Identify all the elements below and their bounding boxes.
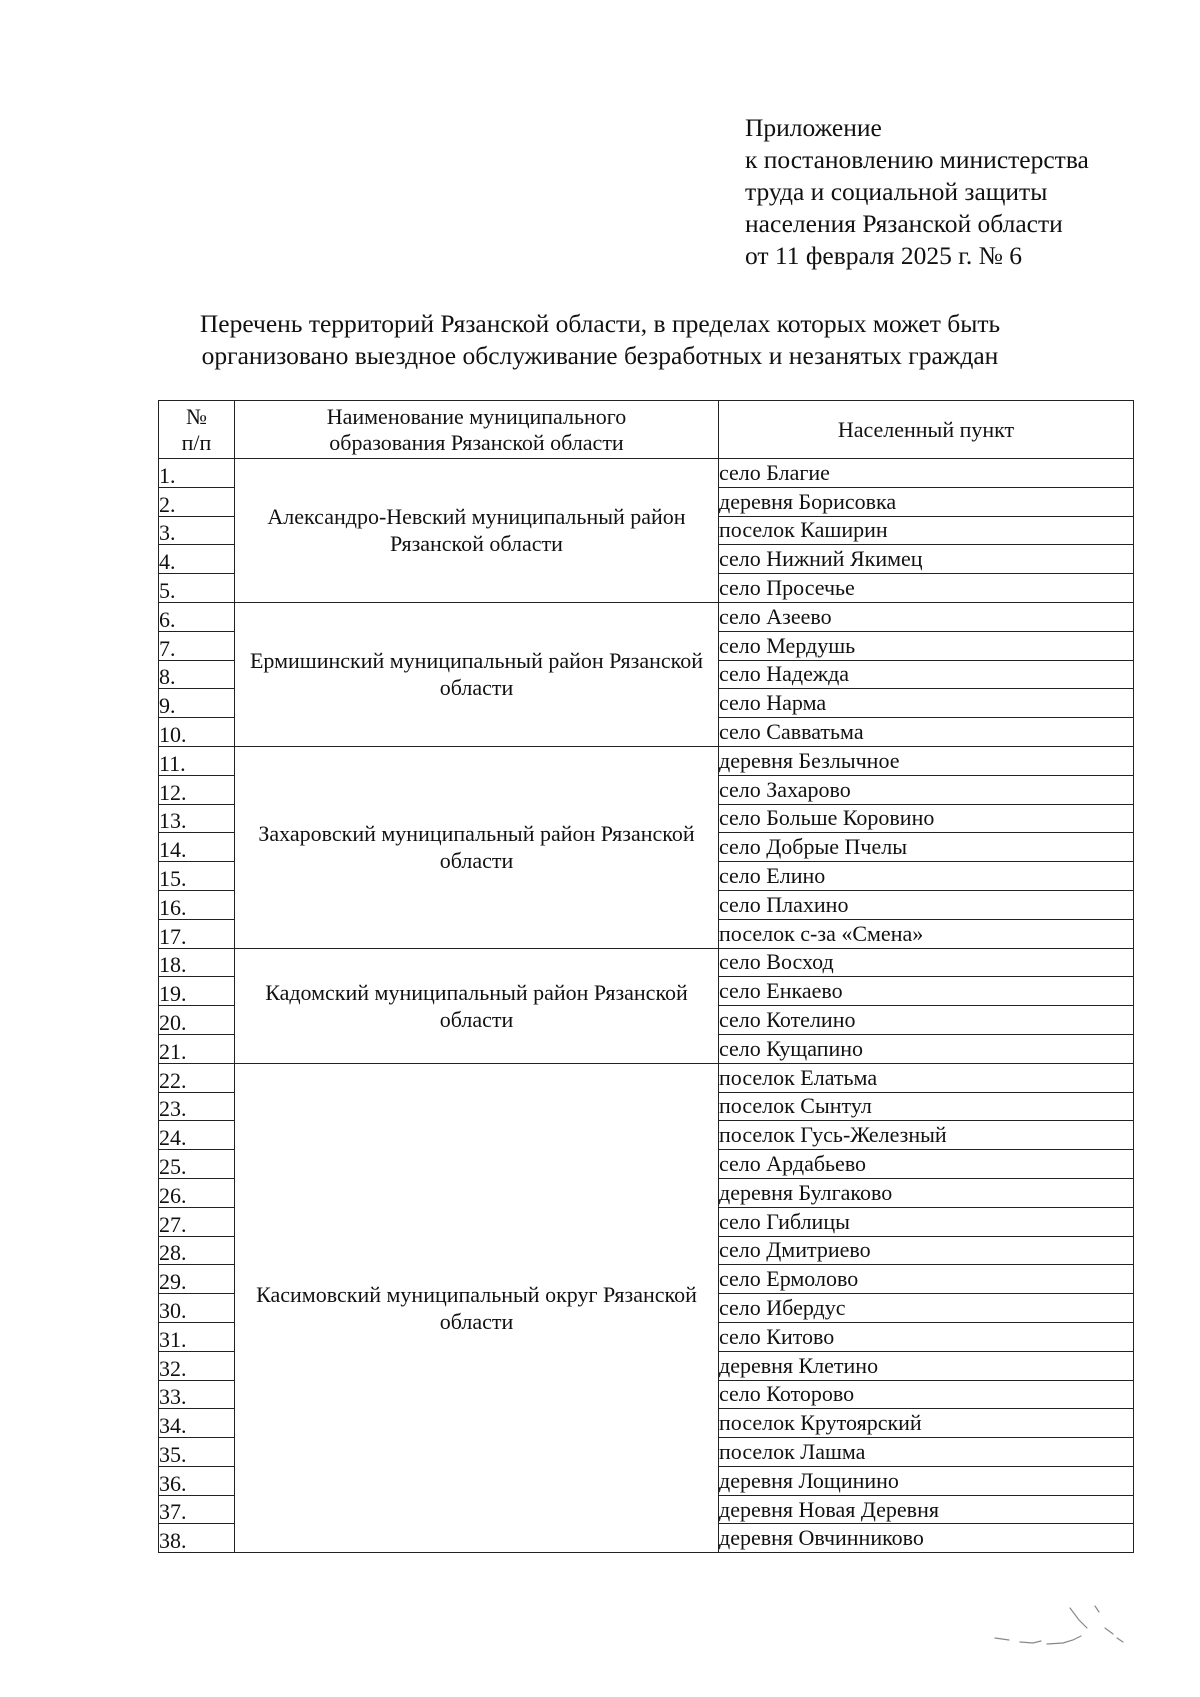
title-line: организовано выездное обслуживание безработных и незанятых граждан	[201, 341, 999, 370]
appendix-line: Приложение	[745, 113, 882, 142]
row-number: 25.	[159, 1150, 235, 1179]
header-district: Наименование муниципального образования Рязанской области	[235, 401, 719, 459]
settlement-name: село Енкаево	[719, 977, 1134, 1006]
row-number: 28.	[159, 1236, 235, 1265]
table-row	[159, 459, 1134, 488]
appendix-line: труда и социальной защиты	[745, 177, 1048, 206]
row-number: 15.	[159, 862, 235, 891]
row-number: 38.	[159, 1524, 235, 1553]
settlement-name: деревня Лощинино	[719, 1466, 1134, 1495]
district-name: Ермишинский муниципальный район Рязанской области	[235, 602, 719, 746]
document-title	[120, 308, 1080, 372]
settlement-name: село Надежда	[719, 660, 1134, 689]
title-line: Перечень территорий Рязанской области, в пределах которых может быть	[199, 309, 1001, 338]
settlement-name: село Савватьма	[719, 718, 1134, 747]
settlement-name: село Китово	[719, 1322, 1134, 1351]
settlement-name: деревня Безлычное	[719, 746, 1134, 775]
settlement-name: село Добрые Пчелы	[719, 833, 1134, 862]
table-row	[159, 602, 1134, 631]
row-number: 3.	[159, 516, 235, 545]
settlement-name: поселок Сынтул	[719, 1092, 1134, 1121]
appendix-line: населения Рязанской области	[745, 209, 1063, 238]
settlement-name: поселок с-за «Смена»	[719, 919, 1134, 948]
row-number: 1.	[159, 459, 235, 488]
row-number: 11.	[159, 746, 235, 775]
row-number: 27.	[159, 1207, 235, 1236]
settlement-name: село Кущапино	[719, 1034, 1134, 1063]
row-number: 9.	[159, 689, 235, 718]
settlement-name: поселок Елатьма	[719, 1063, 1134, 1092]
appendix-line: от 11 февраля 2025 г. № 6	[745, 241, 1023, 270]
row-number: 17.	[159, 919, 235, 948]
settlement-name: село Ибердус	[719, 1294, 1134, 1323]
settlement-name: поселок Лашма	[719, 1438, 1134, 1467]
row-number: 18.	[159, 948, 235, 977]
row-number: 14.	[159, 833, 235, 862]
row-number: 5.	[159, 574, 235, 603]
row-number: 33.	[159, 1380, 235, 1409]
settlement-name: село Дмитриево	[719, 1236, 1134, 1265]
settlement-name: деревня Овчинниково	[719, 1524, 1134, 1553]
settlement-name: деревня Борисовка	[719, 487, 1134, 516]
row-number: 8.	[159, 660, 235, 689]
row-number: 37.	[159, 1495, 235, 1524]
settlement-name: село Восход	[719, 948, 1134, 977]
table-header-row	[159, 401, 1134, 459]
settlement-name: село Нарма	[719, 689, 1134, 718]
row-number: 4.	[159, 545, 235, 574]
district-name: Александро-Невский муниципальный район Рязанской области	[235, 459, 719, 603]
settlement-name: поселок Крутоярский	[719, 1409, 1134, 1438]
settlement-name: поселок Гусь-Железный	[719, 1121, 1134, 1150]
row-number: 34.	[159, 1409, 235, 1438]
settlement-name: село Просечье	[719, 574, 1134, 603]
appendix-line: к постановлению министерства	[745, 145, 1089, 174]
settlement-name: село Больше Коровино	[719, 804, 1134, 833]
row-number: 35.	[159, 1438, 235, 1467]
row-number: 20.	[159, 1006, 235, 1035]
row-number: 23.	[159, 1092, 235, 1121]
row-number: 7.	[159, 631, 235, 660]
settlement-name: село Захарово	[719, 775, 1134, 804]
table-body	[159, 459, 1134, 1553]
settlement-name: поселок Каширин	[719, 516, 1134, 545]
header-place: Населенный пункт	[719, 401, 1134, 459]
settlement-name: село Азеево	[719, 602, 1134, 631]
row-number: 13.	[159, 804, 235, 833]
settlement-name: село Плахино	[719, 890, 1134, 919]
settlement-name: деревня Новая Деревня	[719, 1495, 1134, 1524]
table-row	[159, 746, 1134, 775]
row-number: 29.	[159, 1265, 235, 1294]
settlement-name: село Елино	[719, 862, 1134, 891]
settlement-name: село Нижний Якимец	[719, 545, 1134, 574]
appendix-block	[745, 112, 1089, 272]
settlement-name: село Ермолово	[719, 1265, 1134, 1294]
row-number: 30.	[159, 1294, 235, 1323]
settlement-name: село Ардабьево	[719, 1150, 1134, 1179]
row-number: 31.	[159, 1322, 235, 1351]
row-number: 6.	[159, 602, 235, 631]
row-number: 26.	[159, 1178, 235, 1207]
row-number: 36.	[159, 1466, 235, 1495]
table-row	[159, 948, 1134, 977]
territories-table	[158, 400, 1134, 1553]
signature-mark	[975, 1598, 1145, 1658]
row-number: 32.	[159, 1351, 235, 1380]
settlement-name: село Которово	[719, 1380, 1134, 1409]
row-number: 10.	[159, 718, 235, 747]
row-number: 21.	[159, 1034, 235, 1063]
district-name: Захаровский муниципальный район Рязанской области	[235, 746, 719, 948]
settlement-name: деревня Клетино	[719, 1351, 1134, 1380]
row-number: 22.	[159, 1063, 235, 1092]
settlement-name: село Котелино	[719, 1006, 1134, 1035]
row-number: 2.	[159, 487, 235, 516]
settlement-name: село Мердушь	[719, 631, 1134, 660]
district-name: Касимовский муниципальный округ Рязанской области	[235, 1063, 719, 1553]
row-number: 24.	[159, 1121, 235, 1150]
row-number: 16.	[159, 890, 235, 919]
settlement-name: село Благие	[719, 459, 1134, 488]
header-num: № п/п	[159, 401, 235, 459]
settlement-name: деревня Булгаково	[719, 1178, 1134, 1207]
row-number: 12.	[159, 775, 235, 804]
district-name: Кадомский муниципальный район Рязанской области	[235, 948, 719, 1063]
table-row	[159, 1063, 1134, 1092]
row-number: 19.	[159, 977, 235, 1006]
settlement-name: село Гиблицы	[719, 1207, 1134, 1236]
